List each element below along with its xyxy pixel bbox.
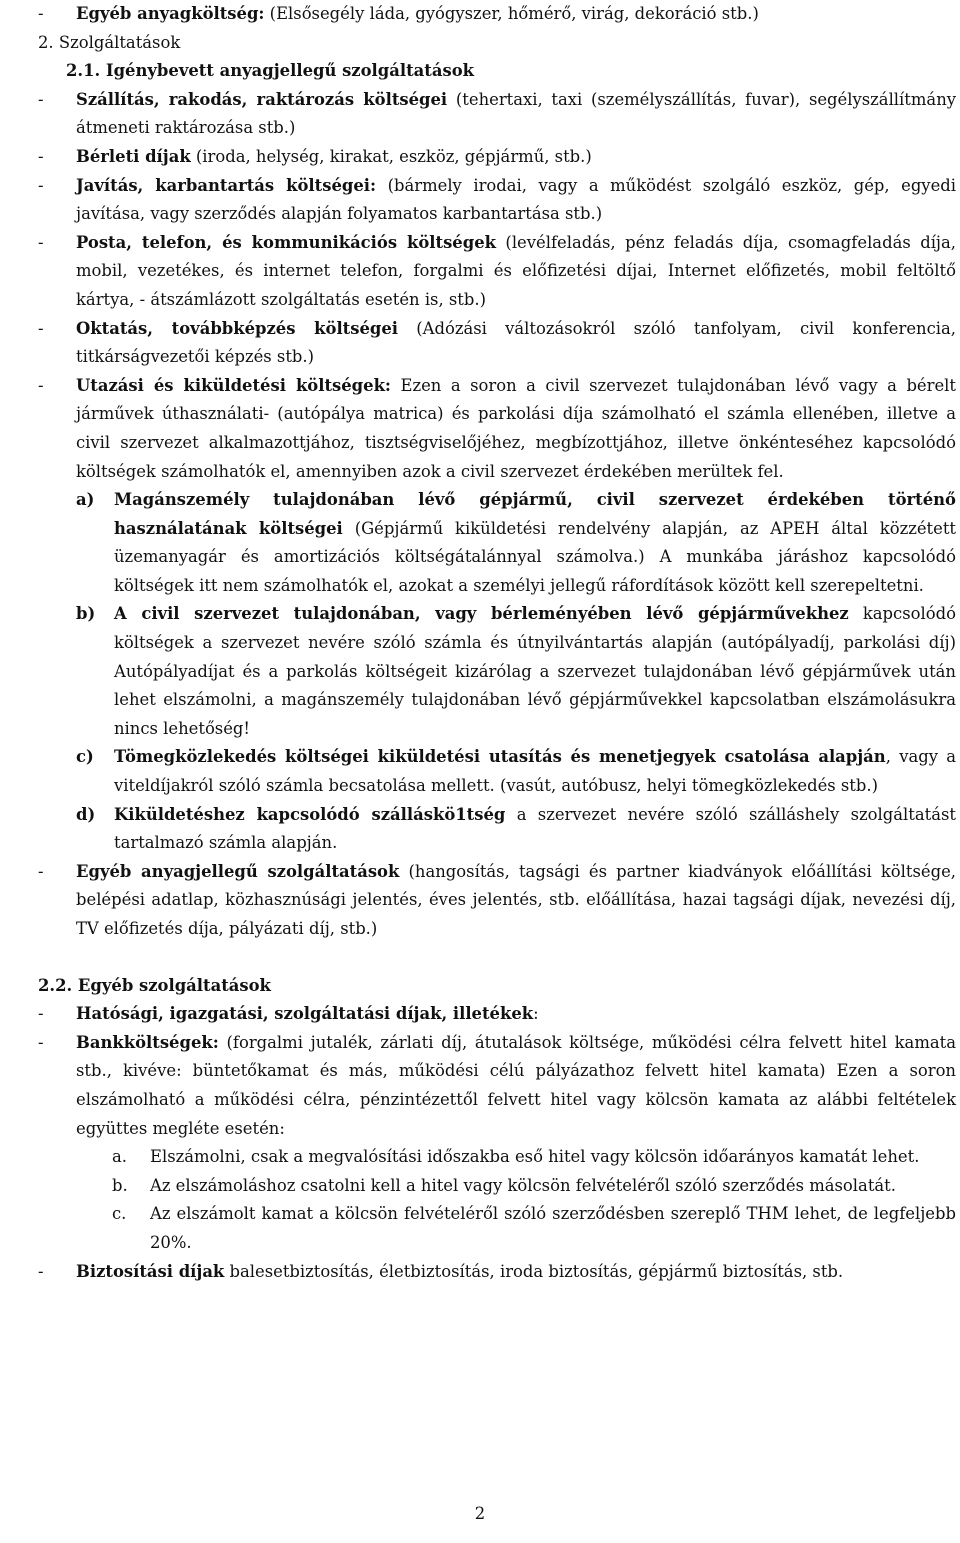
item-title: Biztosítási díjak [76, 1261, 225, 1281]
item-text: (tehertaxi, taxi (személyszállítás, fuvar), segélyszállítmány átmeneti raktározása stb.) [76, 89, 957, 138]
item-title: Egyéb anyagjellegű szolgáltatások [76, 861, 400, 881]
item-text: a szervezet nevére szóló szálláshely szolgáltatást tartalmazó számla alapján. [114, 804, 956, 853]
item-text: (Elsősegély láda, gyógyszer, hőmérő, virág, dekoráció stb.) [264, 4, 759, 23]
list-item: - Hatósági, igazgatási, szolgáltatási díjak, illetékek: [38, 1004, 539, 1024]
travel-subitem [76, 486, 956, 600]
condition-label: a. [112, 1147, 127, 1167]
subitem-label: a) [76, 490, 95, 510]
list-item: - Szállítás, rakodás, raktározás költségei (tehertaxi, taxi (személyszállítás, fuvar), segélyszállítmány átmeneti raktározása stb.) [38, 89, 957, 138]
subsection-heading: 2.1. Igénybevett anyagjellegű szolgáltatások [66, 61, 474, 81]
travel-subitem [76, 600, 956, 743]
item-title: Javítás, karbantartás költségei: [76, 175, 377, 195]
item-text: (levélfeladás, pénz feladás díja, csomagfeladás díja, mobil, vezetékes, és internet telefon, forgalmi és előfizetési díjai, Internet előfizetés, mobil feltöltő kártya, - átszámlázott szolgáltatás esetén is, stb.) [76, 232, 956, 309]
travel-subitem [76, 801, 956, 858]
subsection-heading: 2.2. Egyéb szolgáltatások [38, 975, 271, 995]
condition-item [112, 1143, 956, 1172]
item-text: (iroda, helység, kirakat, eszköz, gépjármű, stb.) [190, 146, 592, 166]
list-item: - Bankköltségek: (forgalmi jutalék, zárlati díj, átutalások költsége, működési célra felvett hitel kamata stb., kivéve: büntetőkamat és más, működési célú pályázathoz felvett hitel kamata) Ezen a soron elszámolható a működési célra, pénzintézettől felvett hitel vagy kölcsön kamata az alábbi feltételek együttes megléte esetén: [38, 1032, 956, 1138]
item-title: Oktatás, továbbképzés költségei [76, 318, 399, 338]
list-item: - Utazási és kiküldetési költségek: Ezen a soron a civil szervezet tulajdonában lévő vagy a bérelt járművek úthasználati- (autópálya matrica) és parkolási díja számolható el számla ellenében, illetve a civil szervezet alkalmazottjához, tisztségviselőjéhez, megbízottjához, illetve önkénteséhez kapcsolódó költségek számolhatók el, amennyiben azok a civil szervezet érdekében merültek fel. [38, 375, 956, 481]
list-item: - Posta, telefon, és kommunikációs költségek (levélfeladás, pénz feladás díja, csomagfeladás díja, mobil, vezetékes, és internet telefon, forgalmi és előfizetési díjai, Internet előfizetés, mobil feltöltő kártya, - átszámlázott szolgáltatás esetén is, stb.) [38, 232, 956, 309]
item-text: (Gépjármű kiküldetési rendelvény alapján, az APEH által közzétett üzemanyagár és amortizációs költségátalánnyal számolva.) A munkába járáshoz kapcsolódó költségek itt nem számolhatók el, azokat a személyi jellegű ráfordítások között kell szerepeltetni. [114, 518, 957, 595]
section-heading: 2. Szolgáltatások [38, 32, 181, 52]
subitem-label: d) [76, 804, 96, 824]
item-text: kapcsolódó költségek a szervezet nevére szóló számla és útnyilvántartás alapján (autópályadíj, parkolási díj) Autópályadíjat és a parkolás költségeit kizárólag a szervezet tulajdonában lévő gépjárművek után lehet elszámolni, a magánszemély tulajdonában lévő gépjárművekkel kapcsolatban elszámolásukra nincs lehetőség! [114, 604, 956, 738]
item-title: Bérleti díjak [76, 146, 191, 166]
item-text: : [533, 1004, 539, 1024]
travel-subitem [76, 743, 956, 800]
bullet-dash: - [38, 4, 44, 23]
item-text: balesetbiztosítás, életbiztosítás, iroda biztosítás, gépjármű biztosítás, stb. [224, 1261, 844, 1281]
list-item: - Bérleti díjak (iroda, helység, kirakat, eszköz, gépjármű, stb.) [38, 146, 592, 166]
condition-text: Az elszámoláshoz csatolni kell a hitel vagy kölcsön felvételéről szóló szerződés másolatát. [150, 1175, 896, 1195]
item-title: Egyéb anyagköltség: [76, 4, 265, 23]
condition-item [112, 1200, 956, 1257]
condition-label: c. [112, 1204, 127, 1224]
item-title: Utazási és kiküldetési költségek: [76, 375, 391, 395]
list-item: - Egyéb anyagjellegű szolgáltatások (hangosítás, tagsági és partner kiadványok előállítási költsége, belépési adatlap, közhasznúsági jelentés, éves jelentés, stb. előállítása, hazai tagsági díjak, nevezési díj, TV előfizetés díja, pályázati díj, stb.) [38, 861, 956, 938]
list-item [38, 0, 956, 29]
item-title: Kiküldetéshez kapcsolódó szálláskö1tség [114, 804, 506, 824]
item-title: Szállítás, rakodás, raktározás költségei [76, 89, 448, 109]
condition-item [112, 1172, 956, 1201]
item-title: Tömegközlekedés költségei kiküldetési utasítás és menetjegyek csatolása alapján [114, 747, 886, 767]
condition-text: Az elszámolt kamat a kölcsön felvételéről szóló szerződésben szereplő THM lehet, de legfeljebb 20%. [150, 1204, 956, 1252]
item-title: Posta, telefon, és kommunikációs költségek [76, 232, 496, 252]
document-page [38, 0, 956, 1286]
page-number: 2 [474, 1504, 486, 1523]
item-text: (Adózási változásokról szóló tanfolyam, civil konferencia, titkárságvezetői képzés stb.) [76, 318, 957, 367]
condition-label: b. [112, 1175, 128, 1195]
condition-text: Elszámolni, csak a megvalósítási időszakba eső hitel vagy kölcsön időarányos kamatát lehet. [150, 1147, 920, 1167]
item-title: Magánszemély tulajdonában lévő gépjármű, civil szervezet érdekében történő használatának költségei [114, 490, 956, 538]
item-title: Hatósági, igazgatási, szolgáltatási díjak, illetékek [76, 1004, 534, 1024]
subitem-label: b) [76, 604, 96, 624]
list-item: - Javítás, karbantartás költségei: (bármely irodai, vagy a működést szolgáló eszköz, gép, egyedi javítása, vagy szerződés alapján folyamatos karbantartása stb.) [38, 175, 957, 224]
subitem-label: c) [76, 747, 94, 767]
item-text: , vagy a viteldíjakról szóló számla becsatolása mellett. (vasút, autóbusz, helyi tömegközlekedés stb.) [114, 747, 957, 796]
list-item: - Oktatás, továbbképzés költségei (Adózási változásokról szóló tanfolyam, civil konferencia, titkárságvezetői képzés stb.) [38, 318, 957, 367]
item-title: A civil szervezet tulajdonában, vagy bérleményében lévő gépjárművekhez [114, 604, 849, 624]
list-item: - Biztosítási díjak balesetbiztosítás, életbiztosítás, iroda biztosítás, gépjármű biztosítás, stb. [38, 1261, 844, 1281]
item-text: (hangosítás, tagsági és partner kiadványok előállítási költsége, belépési adatlap, közhasznúsági jelentés, éves jelentés, stb. előállítása, hazai tagsági díjak, nevezési díj, TV előfizetés díja, pályázati díj, stb.) [76, 861, 956, 938]
item-text: (bármely irodai, vagy a működést szolgáló eszköz, gép, egyedi javítása, vagy szerződés alapján folyamatos karbantartása stb.) [76, 175, 957, 224]
item-title: Bankköltségek: [76, 1032, 219, 1052]
item-text: Ezen a soron a civil szervezet tulajdonában lévő vagy a bérelt járművek úthasználati- (autópálya matrica) és parkolási díja számolható el számla ellenében, illetve a civil szervezet alkalmazottjához, tisztségviselőjéhez, megbízottjához, illetve önkénteséhez kapcsolódó költségek számolhatók el, amennyiben azok a civil szervezet érdekében merültek fel. [76, 375, 956, 481]
item-text: (forgalmi jutalék, zárlati díj, átutalások költsége, működési célra felvett hitel kamata stb., kivéve: büntetőkamat és más, működési célú pályázathoz felvett hitel kamata) Ezen a soron elszámolható a működési célra, pénzintézettől felvett hitel vagy kölcsön kamata az alábbi feltételek együttes megléte esetén: [76, 1032, 956, 1138]
